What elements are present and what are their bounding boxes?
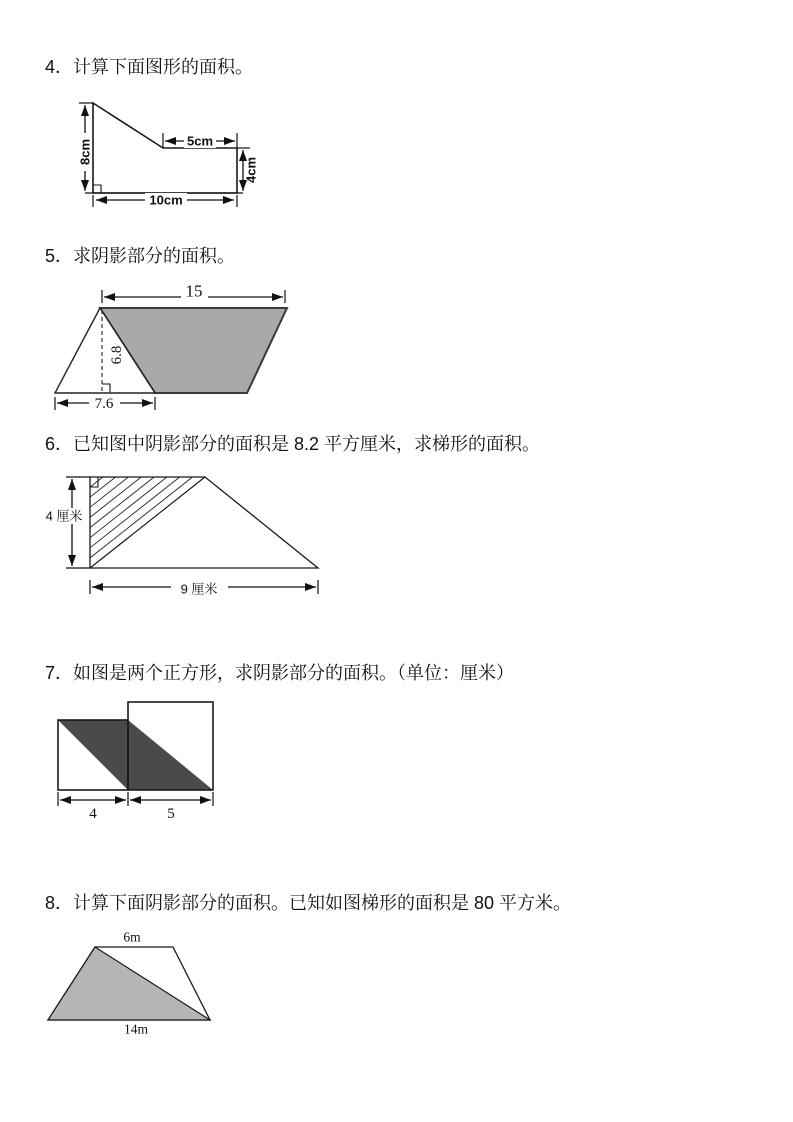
fig8-label-top-width: 6m <box>123 929 141 945</box>
fig5-label-base: 7.6 <box>94 396 114 412</box>
fig4-label-right-height: 4cm <box>243 156 259 184</box>
problem-6-title: 6．已知图中阴影部分的面积是 8.2 平方厘米，求梯形的面积。 <box>45 434 541 454</box>
fig4-label-left-height: 8cm <box>77 138 93 166</box>
fig4-label-step-width: 5cm <box>186 133 214 149</box>
fig6-label-left-height: 4 厘米 <box>45 508 83 524</box>
fig4-label-bottom-width: 10cm <box>149 192 183 208</box>
fig5-label-height: 6.8 <box>109 345 125 365</box>
problem-8-title: 8．计算下面阴影部分的面积。已知如图梯形的面积是 80 平方米。 <box>45 893 572 913</box>
problem-5-title: 5．求阴影部分的面积。 <box>45 246 236 266</box>
problem-7-title: 7．如图是两个正方形，求阴影部分的面积。（单位：厘米） <box>45 663 515 683</box>
fig5-label-top-width: 15 <box>185 281 203 301</box>
figure-problem-7 <box>45 695 225 823</box>
figure-problem-6 <box>40 465 330 603</box>
problem-4-title: 4．计算下面图形的面积。 <box>45 57 254 77</box>
figure-problem-4 <box>60 88 270 218</box>
fig6-label-bottom-width: 9 厘米 <box>180 581 218 597</box>
fig7-label-left-width: 4 <box>89 806 97 822</box>
figure-problem-5 <box>40 275 300 417</box>
fig7-dimension-ticks <box>58 792 213 806</box>
fig8-label-bottom-width: 14m <box>123 1021 149 1037</box>
fig7-label-right-width: 5 <box>167 806 175 822</box>
figure-problem-8 <box>40 925 265 1040</box>
